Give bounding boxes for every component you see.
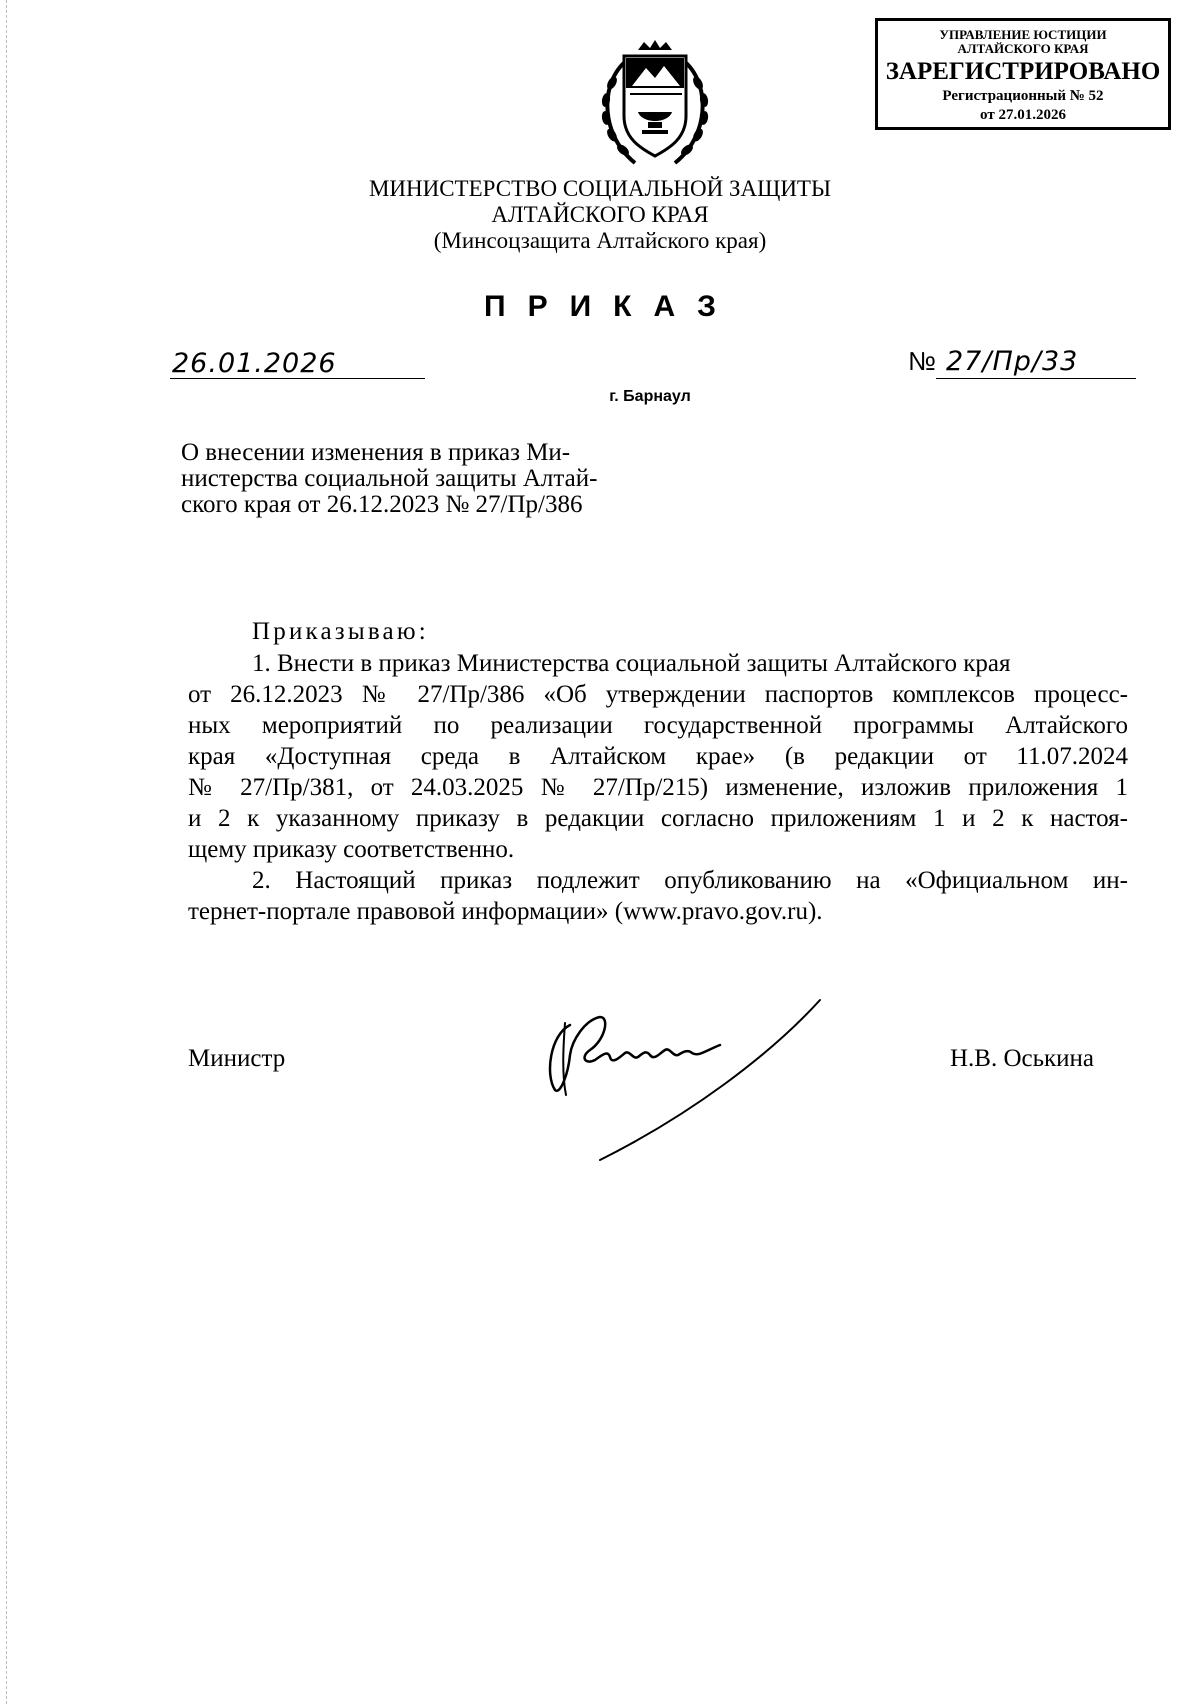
body-line: от 26.12.2023 № 27/Пр/386 «Об утверждении паспортов комплексов процесс- bbox=[188, 681, 1128, 708]
registration-stamp bbox=[875, 18, 1171, 130]
signatory-name: Н.В. Оськина bbox=[950, 1045, 1095, 1072]
body-line: № 27/Пр/381, от 24.03.2025 № 27/Пр/215) изменение, изложив приложения 1 bbox=[188, 774, 1128, 801]
body-line: ных мероприятий по реализации государственной программы Алтайского bbox=[188, 712, 1128, 739]
subject-line: О внесении изменения в приказ Ми- bbox=[181, 439, 571, 466]
ministry-name-line-2: АЛТАЙСКОГО КРАЯ bbox=[491, 202, 709, 227]
body-line: тернет-портале правовой информации» (www.pravo.gov.ru). bbox=[188, 898, 823, 925]
document-subject bbox=[181, 440, 641, 518]
coat-of-arms-icon bbox=[590, 38, 720, 178]
stamp-title: ЗАРЕГИСТРИРОВАНО bbox=[885, 58, 1161, 85]
handwritten-signature bbox=[530, 995, 830, 1165]
order-word: Приказываю: bbox=[252, 618, 429, 645]
city: г. Барнаул bbox=[609, 388, 691, 405]
body-line: края «Доступная среда в Алтайском крае» (в редакции от 11.07.2024 bbox=[188, 743, 1128, 770]
order-number: 27/Пр/33 bbox=[946, 346, 1079, 377]
subject-line: нистерства социальной защиты Алтай- bbox=[181, 465, 598, 492]
body-line: 2. Настоящий приказ подлежит опубликованию на «Официальном ин- bbox=[252, 867, 1128, 894]
stamp-reg-number: Регистрационный № 52 bbox=[942, 88, 1104, 104]
document-type: ПРИКАЗ bbox=[484, 290, 738, 323]
ministry-name-line-1: МИНИСТЕРСТВО СОЦИАЛЬНОЙ ЗАЩИТЫ bbox=[368, 176, 832, 201]
stamp-line-1: УПРАВЛЕНИЕ ЮСТИЦИИ bbox=[939, 27, 1107, 42]
stamp-line-2: АЛТАЙСКОГО КРАЯ bbox=[957, 41, 1089, 56]
signatory-position: Министр bbox=[188, 1045, 286, 1072]
order-date: 26.01.2026 bbox=[172, 348, 337, 379]
scan-edge bbox=[6, 0, 8, 1704]
date-underline bbox=[170, 378, 425, 379]
number-sign: № bbox=[908, 346, 936, 376]
body-line: и 2 к указанному приказу в редакции согласно приложениям 1 и 2 к настоя- bbox=[188, 805, 1128, 832]
number-underline bbox=[936, 378, 1136, 379]
ministry-short-name: (Минсоцзащита Алтайского края) bbox=[433, 228, 767, 253]
subject-line: ского края от 26.12.2023 № 27/Пр/386 bbox=[181, 491, 583, 518]
stamp-reg-date: от 27.01.2026 bbox=[980, 107, 1066, 123]
body-line: щему приказу соответственно. bbox=[188, 836, 515, 863]
body-line: 1. Внести в приказ Министерства социальной защиты Алтайского края bbox=[252, 650, 1011, 677]
